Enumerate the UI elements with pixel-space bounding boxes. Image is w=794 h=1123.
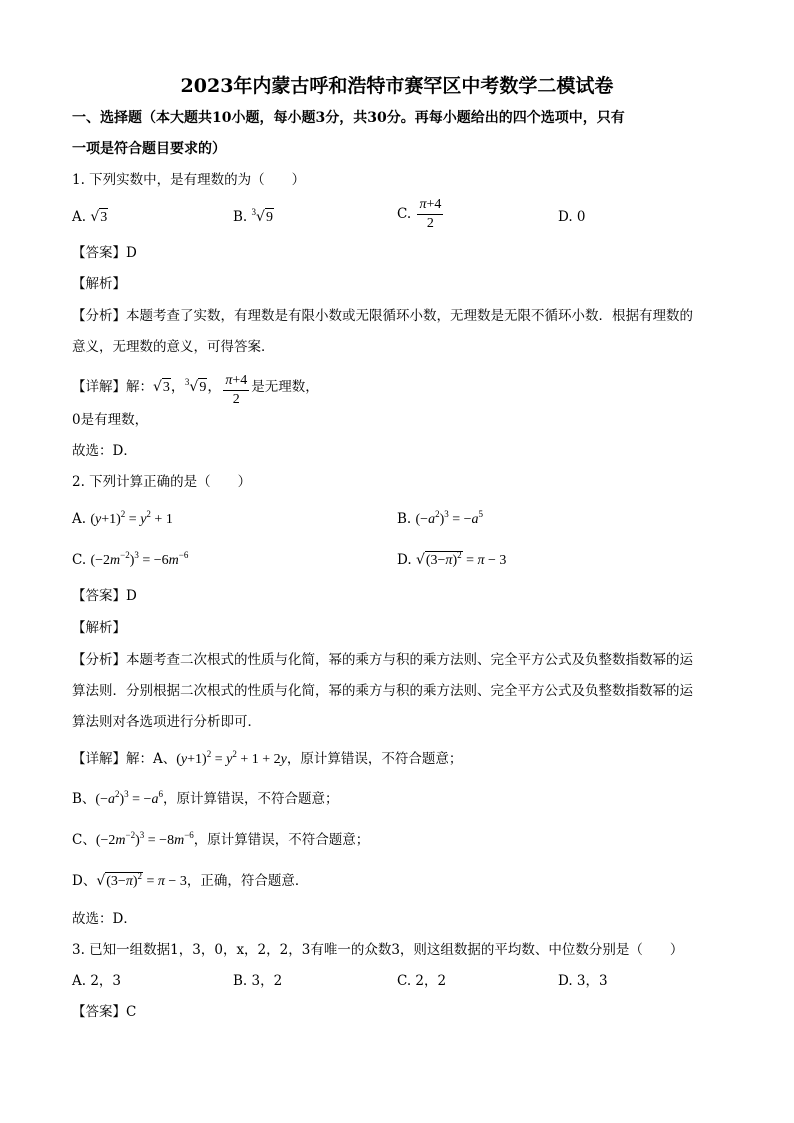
q2-option-a-math: $(y+1)^2 = y^2 + 1$: [90, 509, 173, 527]
q2-option-a: [72, 509, 173, 530]
q2-detail-b-prefix: B、: [72, 791, 96, 807]
q1-detail-line2: 0是有理数，: [72, 412, 149, 428]
q1-detail-prefix: 【详解】解：: [72, 379, 153, 395]
q3-option-d: D. 3，3: [558, 973, 608, 989]
q2-stem: 2. 下列计算正确的是（ ）: [72, 474, 252, 490]
q2-option-b-math: $(-a^2)^3 = -a^5$: [415, 509, 484, 527]
q2-option-d-label: D.: [397, 552, 412, 568]
q2-choice: 故选：D．: [72, 911, 137, 927]
q1-option-b-label: B.: [233, 209, 248, 225]
q2-detail-b-math: $(-a^2)^3 = -a^6$: [95, 789, 163, 807]
q1-analysis-line2: 意义，无理数的意义，可得答案．: [72, 339, 275, 355]
q2-detail-a-prefix: 【详解】解：A、: [72, 751, 177, 767]
q1-detail-suffix: 是无理数，: [251, 379, 319, 395]
q1-stem: 1. 下列实数中，是有理数的为（ ）: [72, 172, 306, 188]
q2-option-b-label: B.: [397, 511, 412, 527]
q2-detail-d: [72, 871, 308, 892]
q2-detail-c-suffix: ，原计算错误，不符合题意；: [193, 832, 370, 848]
q3-option-a: A. 2，3: [72, 973, 122, 989]
q1-option-b: [233, 207, 274, 228]
q2-detail-a-math: $(y+1)^2 = y^2 + 1 + 2y$: [176, 749, 287, 767]
q2-detail-d-suffix: ，正确，符合题意．: [186, 873, 309, 889]
q2-detail-c-prefix: C、: [72, 832, 96, 848]
q1-option-a-label: A.: [72, 209, 87, 225]
q2-option-d-math: $√(3-\pi)^2 = \pi - 3$: [415, 550, 507, 568]
q1-option-b-math: $^3$√9: [251, 207, 273, 225]
q1-option-a-math: √3: [90, 209, 108, 225]
q1-analysis-heading: 【解析】: [72, 276, 126, 292]
q3-option-c: C. 2，2: [397, 973, 447, 989]
q2-detail-d-prefix: D、: [72, 873, 97, 889]
q2-detail-a: [72, 749, 462, 770]
q1-option-c-label: C.: [397, 206, 412, 222]
section-heading-line2: 一项是符合题目要求的）: [72, 141, 226, 157]
q2-option-c-math: $(-2m^{-2})^3 = -6m^{-6}$: [90, 550, 189, 568]
q2-detail-b: [72, 789, 338, 810]
q1-answer: 【答案】D: [72, 245, 137, 261]
q2-option-b: [397, 509, 483, 530]
q2-detail-c: [72, 830, 369, 851]
q2-analysis-line3: 算法则对各选项进行分析即可．: [72, 714, 261, 730]
q1-option-c-math: $\frac{\pi+4}{2}$: [419, 197, 442, 231]
section-heading-line1: 一、选择题（本大题共10小题，每小题3分，共30分。再每小题给出的四个选项中，只有: [72, 110, 625, 126]
q2-analysis-line2: 算法则．分别根据二次根式的性质与化简，幂的乘方与积的乘方法则、完全平方公式及负整数指数幂的运: [72, 683, 693, 699]
q3-option-b: B. 3，2: [233, 973, 283, 989]
q2-detail-a-suffix: ，原计算错误，不符合题意；: [286, 751, 463, 767]
q2-option-a-label: A.: [72, 511, 87, 527]
q1-option-d: D. 0: [558, 209, 586, 225]
q2-option-d: [397, 550, 506, 571]
q3-answer: 【答案】C: [72, 1004, 137, 1020]
q2-option-c: [72, 550, 188, 571]
q2-option-c-label: C.: [72, 552, 87, 568]
q1-analysis-line1: 【分析】本题考查了实数，有理数是有限小数或无限循环小数，无理数是无限不循环小数．根据有理数的: [72, 308, 693, 324]
q2-detail-d-math: $√(3-\pi)^2 = \pi - 3$: [96, 871, 187, 889]
q2-detail-c-math: $(-2m^{-2})^3 = -8m^{-6}$: [95, 830, 194, 848]
q2-analysis-line1: 【分析】本题考查二次根式的性质与化简，幂的乘方与积的乘方法则、完全平方公式及负整数指数幂的运: [72, 652, 693, 668]
q1-choice: 故选：D．: [72, 443, 137, 459]
q1-option-c: [397, 196, 445, 233]
q2-analysis-heading: 【解析】: [72, 620, 126, 636]
q2-detail-b-suffix: ，原计算错误，不符合题意；: [162, 791, 339, 807]
q1-option-a: [72, 207, 108, 228]
q1-detail-math: √3，$^3$√9， $\frac{\pi+4}{2}$: [153, 373, 248, 407]
q2-answer: 【答案】D: [72, 588, 137, 604]
page-title: 2023年内蒙古呼和浩特市赛罕区中考数学二模试卷: [180, 75, 614, 97]
q1-detail-line1: [72, 372, 319, 409]
q3-stem: 3. 已知一组数据1，3，0，x，2，2，3有唯一的众数3，则这组数据的平均数、中位数分别是（ ）: [72, 942, 684, 958]
